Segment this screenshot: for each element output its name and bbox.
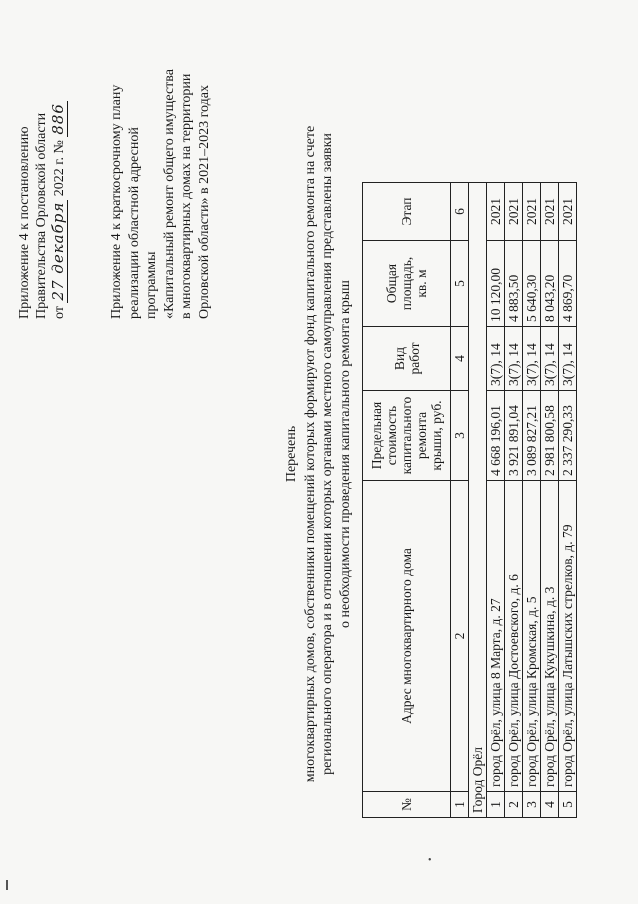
row-address: город Орёл, улица Латышских стрелков, д. 79 <box>559 481 577 792</box>
header-cost-line: Предельная <box>369 401 384 470</box>
header-cost-line: стоимость <box>384 405 399 466</box>
row-address: город Орёл, улица Кукушкина, д. 3 <box>541 481 559 792</box>
date-month: декабря <box>49 201 67 274</box>
header-stage: Этап <box>363 183 451 241</box>
row-stage: 2021 <box>559 183 577 241</box>
row-stage: 2021 <box>505 183 523 241</box>
header-area <box>363 241 451 327</box>
row-work: 3(7), 14 <box>541 327 559 391</box>
header-cost-line: крыши, руб. <box>429 400 444 471</box>
header-work-line: работ <box>406 342 422 375</box>
row-area: 4 883,50 <box>505 241 523 327</box>
group-row <box>469 183 487 818</box>
col-number: 6 <box>451 183 469 241</box>
row-work: 3(7), 14 <box>487 327 505 391</box>
table-row <box>541 183 559 818</box>
header-work <box>363 327 451 391</box>
annex-line: Правительства Орловской области <box>34 112 49 319</box>
table-row <box>559 183 577 818</box>
row-stage: 2021 <box>487 183 505 241</box>
decree-number: 886 <box>49 103 67 135</box>
row-area: 5 640,30 <box>523 241 541 327</box>
row-work: 3(7), 14 <box>559 327 577 391</box>
row-address: город Орёл, улица Достоевского, д. 6 <box>505 481 523 792</box>
date-prefix: от <box>52 306 67 319</box>
table-row <box>505 183 523 818</box>
header-num: № <box>363 792 451 818</box>
header-work-line: Вид <box>391 346 407 371</box>
title-line: о необходимости проведения капитального ремонта крыш <box>337 280 353 628</box>
table-row <box>523 183 541 818</box>
row-cost: 3 089 827,21 <box>523 391 541 481</box>
col-number: 5 <box>451 241 469 327</box>
row-num: 3 <box>523 792 541 818</box>
program-line: Приложение 4 к краткосрочному плану <box>109 84 124 319</box>
document-title <box>283 44 354 864</box>
header-cost <box>363 391 451 481</box>
annex-reference <box>16 59 68 319</box>
row-area: 8 043,20 <box>541 241 559 327</box>
title-line: многоквартирных домов, собственники помещений которых формируют фонд капитального ремонта на счете <box>302 125 318 783</box>
program-line: в многоквартирных домах на территории <box>179 73 194 319</box>
title-heading: Перечень <box>284 425 299 483</box>
program-line: «Капитальный ремонт общего имущества <box>161 69 177 319</box>
col-number: 4 <box>451 327 469 391</box>
buildings-table <box>362 182 577 818</box>
date-year: 2022 г. № <box>52 140 67 197</box>
row-num: 4 <box>541 792 559 818</box>
row-stage: 2021 <box>541 183 559 241</box>
row-address: город Орёл, улица Кромская, д. 5 <box>523 481 541 792</box>
program-reference <box>108 59 213 319</box>
scan-mark <box>6 880 8 890</box>
row-num: 5 <box>559 792 577 818</box>
row-cost: 2 337 290,33 <box>559 391 577 481</box>
row-work: 3(7), 14 <box>505 327 523 391</box>
col-number: 1 <box>451 792 469 818</box>
group-label: Город Орёл <box>469 183 487 818</box>
row-cost: 4 668 196,01 <box>487 391 505 481</box>
decree-date-line <box>50 59 68 319</box>
column-number-row <box>451 183 469 818</box>
row-cost: 2 981 800,58 <box>541 391 559 481</box>
header-cost-line: капитального <box>399 396 414 475</box>
date-day: 27 <box>49 279 67 301</box>
row-work: 3(7), 14 <box>523 327 541 391</box>
row-num: 2 <box>505 792 523 818</box>
row-area: 4 869,70 <box>559 241 577 327</box>
col-number: 3 <box>451 391 469 481</box>
row-stage: 2021 <box>523 183 541 241</box>
title-line: регионального оператора и в отношении которых органами местного самоуправления представлены заявки <box>320 133 335 775</box>
header-address: Адрес многоквартирного дома <box>363 481 451 792</box>
row-cost: 3 921 891,04 <box>505 391 523 481</box>
header-cost-line: ремонта <box>414 411 429 460</box>
handwritten-date <box>50 200 68 303</box>
scan-dot: • <box>428 855 432 866</box>
program-line: реализации областной адресной программы <box>126 127 159 319</box>
col-number: 2 <box>451 481 469 792</box>
row-area: 10 120,00 <box>487 241 505 327</box>
row-address: город Орёл, улица 8 Марта, д. 27 <box>487 481 505 792</box>
header-area-line: площадь, <box>399 256 414 311</box>
row-num: 1 <box>487 792 505 818</box>
header-area-line: Общая <box>384 263 399 304</box>
annex-line: Приложение 4 к постановлению <box>17 126 32 319</box>
table-row <box>487 183 505 818</box>
table-header-row <box>363 183 451 818</box>
header-area-line: кв. м <box>414 269 429 298</box>
program-line: Орловской области» в 2021–2023 годах <box>196 85 212 319</box>
